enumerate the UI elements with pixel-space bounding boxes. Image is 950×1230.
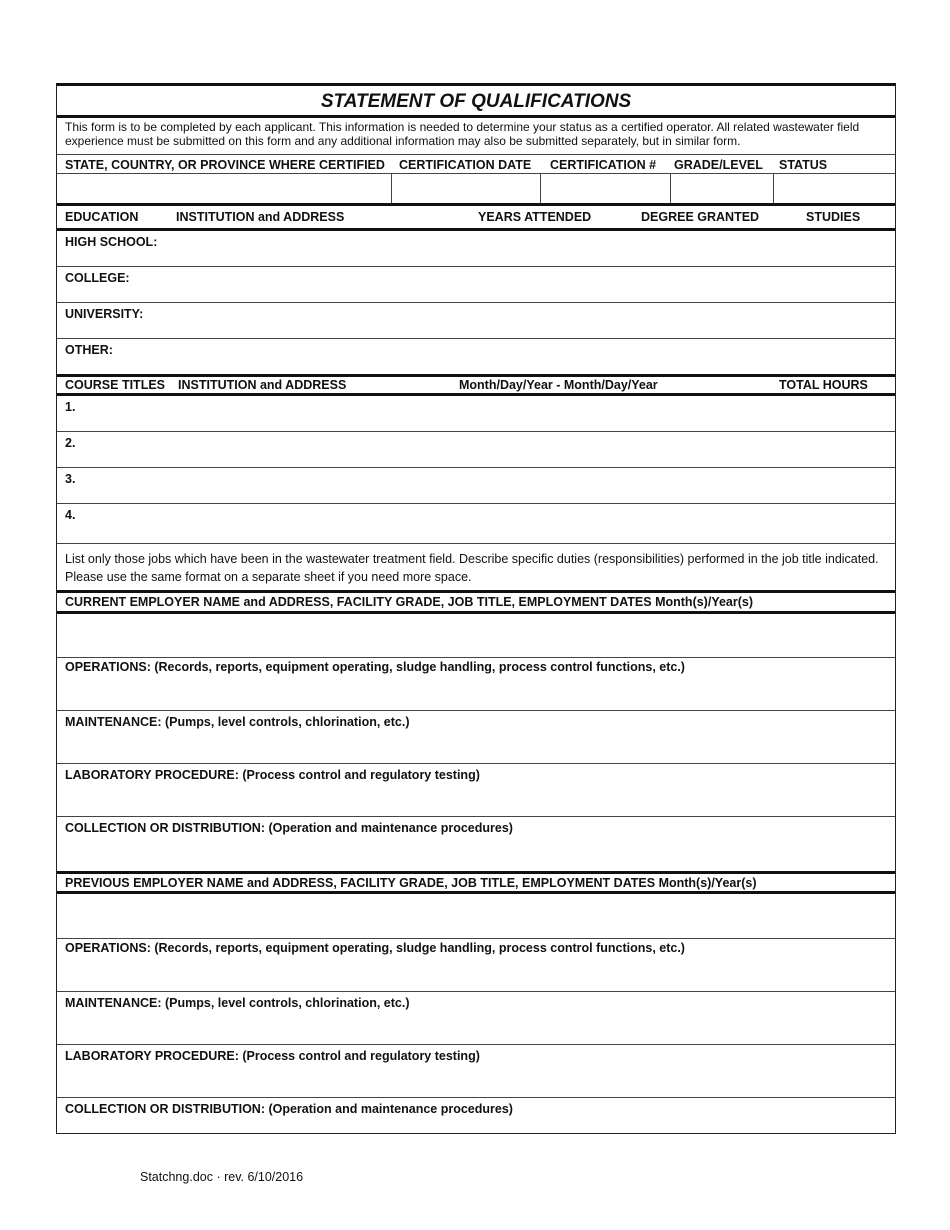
cert-col-date: CERTIFICATION DATE	[399, 158, 532, 172]
cert-col-grade: GRADE/LEVEL	[674, 158, 763, 172]
cert-divider	[540, 174, 541, 203]
cert-col-status: STATUS	[779, 158, 828, 172]
course-row-3[interactable]: 3.	[57, 468, 895, 504]
qualifications-form	[56, 83, 896, 1134]
certification-entry-row[interactable]	[57, 174, 895, 203]
course-col-dates: Month/Day/Year - Month/Day/Year	[459, 378, 658, 392]
course-row-4[interactable]: 4.	[57, 504, 895, 544]
cert-divider	[773, 174, 774, 203]
course-col-institution: INSTITUTION and ADDRESS	[178, 378, 347, 392]
current-laboratory[interactable]: LABORATORY PROCEDURE: (Process control and regulatory testing)	[57, 764, 895, 817]
current-collection[interactable]: COLLECTION OR DISTRIBUTION: (Operation and maintenance procedures)	[65, 821, 513, 835]
edu-col-years: YEARS ATTENDED	[478, 210, 592, 224]
certification-header	[57, 155, 895, 174]
education-header	[57, 203, 895, 231]
cert-col-state: STATE, COUNTRY, OR PROVINCE WHERE CERTIFIED	[65, 158, 385, 172]
edu-col-studies: STUDIES	[806, 210, 861, 224]
current-operations[interactable]: OPERATIONS: (Records, reports, equipment operating, sludge handling, process control functions, etc.)	[57, 658, 895, 711]
current-employer-header: CURRENT EMPLOYER NAME and ADDRESS, FACILITY GRADE, JOB TITLE, EMPLOYMENT DATES Month(s)/Year(s)	[57, 590, 895, 614]
edu-row-other[interactable]: OTHER:	[65, 343, 113, 357]
edu-row-high-school[interactable]: HIGH SCHOOL:	[57, 231, 895, 267]
intro-text: This form is to be completed by each applicant. This information is needed to determine your status as a certified operator. All related wastewater field experience must be submitted on this form and any additional information may also be submitted separately, but in similar form.	[57, 118, 895, 155]
previous-maintenance[interactable]: MAINTENANCE: (Pumps, level controls, chlorination, etc.)	[57, 992, 895, 1045]
cert-divider	[670, 174, 671, 203]
footer-revision: Statchng.doc · rev. 6/10/2016	[140, 1170, 304, 1184]
edu-row-university[interactable]: UNIVERSITY:	[57, 303, 895, 339]
jobs-note: List only those jobs which have been in the wastewater treatment field. Describe specific duties (responsibilities) performed in the job title indicated. Please use the same format on a separate sheet if you need more space.	[65, 552, 879, 584]
course-col-hours: TOTAL HOURS	[779, 378, 868, 392]
edu-col-degree: DEGREE GRANTED	[641, 210, 760, 224]
previous-employer-entry[interactable]	[57, 894, 895, 939]
cert-col-number: CERTIFICATION #	[550, 158, 657, 172]
previous-collection[interactable]: COLLECTION OR DISTRIBUTION: (Operation and maintenance procedures)	[65, 1102, 513, 1116]
form-title: STATEMENT OF QUALIFICATIONS	[57, 86, 895, 118]
current-maintenance[interactable]: MAINTENANCE: (Pumps, level controls, chlorination, etc.)	[57, 711, 895, 764]
edu-row-college[interactable]: COLLEGE:	[57, 267, 895, 303]
cert-divider	[391, 174, 392, 203]
course-row-2[interactable]: 2.	[57, 432, 895, 468]
previous-employer-header: PREVIOUS EMPLOYER NAME and ADDRESS, FACILITY GRADE, JOB TITLE, EMPLOYMENT DATES Month(s)/Year(s)	[57, 871, 895, 894]
previous-laboratory[interactable]: LABORATORY PROCEDURE: (Process control and regulatory testing)	[57, 1045, 895, 1098]
edu-col-education: EDUCATION	[65, 210, 139, 224]
course-row-1[interactable]: 1.	[57, 396, 895, 432]
previous-operations[interactable]: OPERATIONS: (Records, reports, equipment operating, sludge handling, process control functions, etc.)	[57, 939, 895, 992]
edu-col-institution: INSTITUTION and ADDRESS	[176, 210, 345, 224]
courses-header	[57, 374, 895, 396]
current-employer-entry[interactable]	[57, 614, 895, 658]
course-col-titles: COURSE TITLES	[65, 378, 166, 392]
